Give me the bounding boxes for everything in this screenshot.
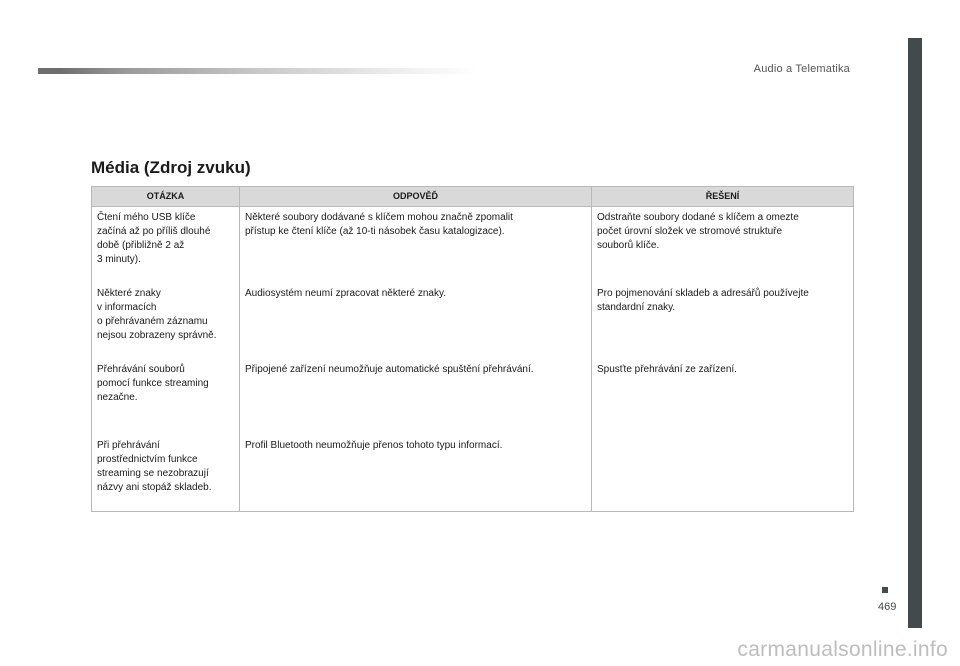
- solution-cell: Odstraňte soubory dodané s klíčem a omezte počet úrovní složek ve stromové struktuře souborů klíče.: [592, 207, 854, 284]
- solution-cell: [592, 435, 854, 512]
- column-header-answer: ODPOVĚĎ: [240, 187, 592, 207]
- question-cell: Některé znaky v informacích o přehrávaném záznamu nejsou zobrazeny správně.: [92, 283, 240, 359]
- answer-cell: Připojené zařízení neumožňuje automatické spuštění přehrávání.: [240, 359, 592, 435]
- troubleshooting-table: [91, 186, 854, 512]
- question-cell: Přehrávání souborů pomocí funkce streaming nezačne.: [92, 359, 240, 435]
- header-gradient-bar: [38, 68, 478, 74]
- side-edge-strip: [908, 38, 922, 628]
- chapter-title: Audio a Telematika: [753, 63, 850, 75]
- table-row: [92, 207, 854, 284]
- section-title: Média (Zdroj zvuku): [91, 158, 251, 177]
- page-marker-square: [882, 587, 888, 593]
- question-cell: Čtení mého USB klíče začíná až po příliš dlouhé době (přibližně 2 až 3 minuty).: [92, 207, 240, 284]
- answer-cell: Audiosystém neumí zpracovat některé znaky.: [240, 283, 592, 359]
- table-row: [92, 283, 854, 359]
- column-header-solution: ŘEŠENÍ: [592, 187, 854, 207]
- table-row: [92, 435, 854, 512]
- column-header-question: OTÁZKA: [92, 187, 240, 207]
- page-number: 469: [878, 601, 897, 613]
- solution-cell: Spusťte přehrávání ze zařízení.: [592, 359, 854, 435]
- answer-cell: Některé soubory dodávané s klíčem mohou značně zpomalit přístup ke čtení klíče (až 10-ti násobek času katalogizace).: [240, 207, 592, 284]
- table-row: [92, 359, 854, 435]
- question-cell: Při přehrávání prostřednictvím funkce streaming se nezobrazují názvy ani stopáž skladeb.: [92, 435, 240, 512]
- watermark-text: carmanualsonline.info: [737, 638, 948, 661]
- table-header-row: [92, 187, 854, 207]
- answer-cell: Profil Bluetooth neumožňuje přenos tohoto typu informací.: [240, 435, 592, 512]
- solution-cell: Pro pojmenování skladeb a adresářů používejte standardní znaky.: [592, 283, 854, 359]
